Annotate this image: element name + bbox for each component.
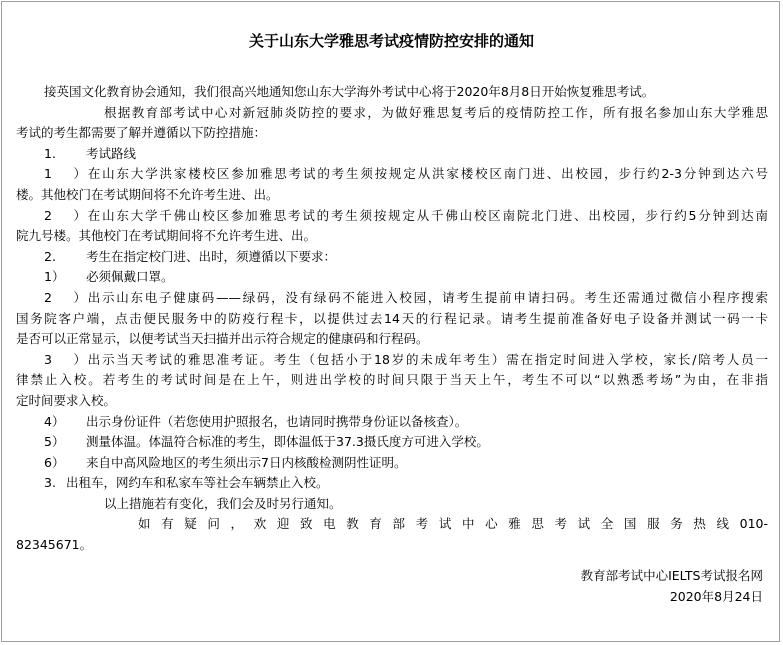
- signature-org: 教育部考试中心IELTS考试报名网: [580, 568, 763, 583]
- item-number: 2）: [44, 207, 86, 223]
- item-2-1: [16, 267, 768, 288]
- item-number: 5）: [44, 434, 65, 450]
- item-2-3-line3: 定时间要求入校。: [16, 392, 117, 408]
- item-number: 6）: [44, 454, 65, 470]
- item-number: 1）: [44, 269, 65, 285]
- item-2-2-line1: [16, 288, 768, 309]
- item-2-3-line2: 律禁止入校。若考生的考试时间是在上午，则进出学校的时间只限于当天上午，考生不可以“以熟悉考场”为由，在非指: [16, 372, 768, 388]
- item-2-2-line2: 国务院客户端，点击便民服务中的防疫行程卡，以提供过去14天的行程记录。请考生提前准备好电子设备并测试一码一卡: [16, 310, 768, 326]
- item-text: 出示身份证件（若您使用护照报名，也请同时携带身份证以备核查）。: [86, 413, 468, 429]
- section-number: 2.: [44, 248, 56, 264]
- item-text: 出示山东电子健康码——绿码，没有绿码不能进入校园，请考生提前申请扫码。考生还需通过微信小程序搜索: [86, 289, 768, 305]
- item-1-1-line2: 楼。其他校门在考试期间将不允许考生进、出。: [16, 186, 279, 202]
- notice-title: 关于山东大学雅思考试疫情防控安排的通知: [248, 32, 534, 50]
- item-text: 出示当天考试的雅思准考证。考生（包括小于18岁的未成年考生）需在指定时间进入学校，家长/陪考人员一: [86, 351, 768, 367]
- item-2-5: [16, 432, 768, 453]
- section-number: 1.: [44, 145, 56, 161]
- hotline-line2: 82345671。: [16, 537, 93, 553]
- item-text: 测量体温。体温符合标准的考生，即体温低于37.3摄氏度方可进入学校。: [86, 434, 489, 450]
- item-1-1-line1: [16, 164, 768, 185]
- section-label: 考生在指定校门进、出时，须遵循以下要求：: [86, 248, 337, 264]
- item-text: 在山东大学千佛山校区参加雅思考试的考生须按规定从千佛山校区南院北门进、出校园，步行约5分钟到达南: [86, 207, 768, 223]
- item-2-3-line1: [16, 350, 768, 371]
- item-number: 2）: [44, 289, 86, 305]
- closing-note: 以上措施若有变化，我们会及时另行通知。: [104, 495, 342, 511]
- section-label: 出租车，网约车和私家车等社会车辆禁止入校。: [66, 475, 329, 491]
- paragraph-requirements-line1: 根据教育部考试中心对新冠肺炎防控的要求，为做好雅思复考后的疫情防控工作，所有报名参加山东大学雅思: [104, 104, 768, 120]
- signature-date: 2020年8月24日: [669, 589, 763, 604]
- section-label: 考试路线: [86, 145, 137, 161]
- item-1-2-line2: 院九号楼。其他校门在考试期间将不允许考生进、出。: [16, 228, 317, 244]
- item-text: 在山东大学洪家楼校区参加雅思考试的考生须按规定从洪家楼校区南门进、出校园，步行约2-3分钟到达六号: [86, 166, 768, 182]
- item-2-2-line3: 是否可以正常显示，以便考试当天扫描并出示符合规定的健康码和行程码。: [16, 331, 429, 347]
- section-3-heading: [16, 473, 768, 494]
- paragraph-intro: 接英国文化教育协会通知，我们很高兴地通知您山东大学海外考试中心将于2020年8月8日开始恢复雅思考试。: [44, 84, 655, 99]
- item-text: 必须佩戴口罩。: [86, 269, 174, 285]
- item-number: 4）: [44, 413, 65, 429]
- notice-body: [16, 82, 768, 556]
- item-1-2-line1: [16, 206, 768, 227]
- item-2-4: [16, 412, 768, 433]
- item-text: 来自中高风险地区的考生须出示7日内核酸检测阴性证明。: [86, 454, 407, 470]
- section-number: 3.: [44, 475, 56, 491]
- notice-frame: [1, 1, 780, 642]
- paragraph-requirements-line2: 考试的考生都需要了解并遵循以下防控措施：: [16, 125, 267, 141]
- item-number: 3）: [44, 351, 86, 367]
- item-2-6: [16, 453, 768, 474]
- section-2-heading: [16, 247, 768, 268]
- item-number: 1）: [44, 166, 86, 182]
- hotline-line1: 如有疑问，欢迎致电教育部考试中心雅思考试全国服务热线010-: [138, 516, 768, 532]
- section-1-heading: [16, 144, 768, 165]
